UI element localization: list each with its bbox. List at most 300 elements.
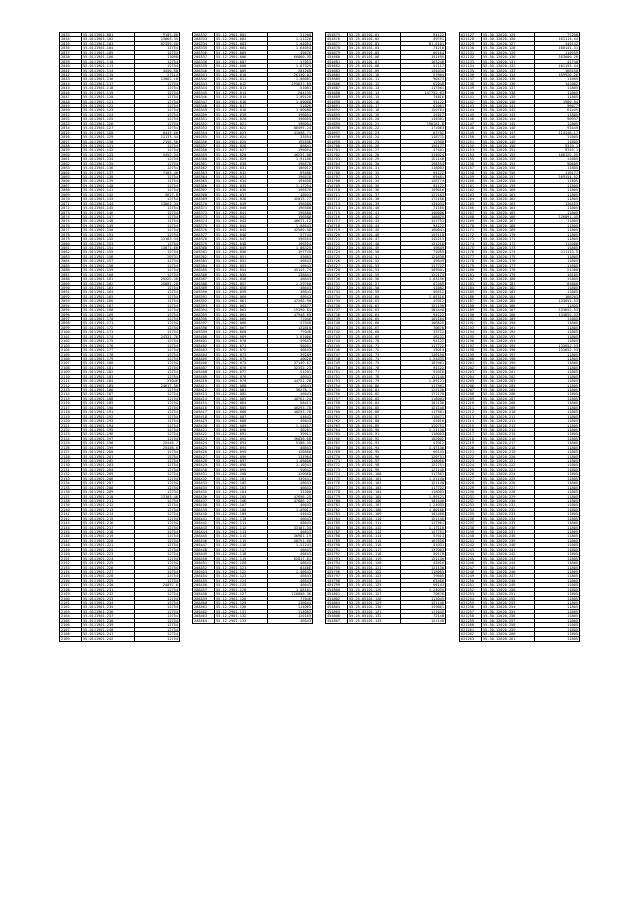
amount-cell: 116361	[431, 117, 444, 121]
code-cell: 55.25.05101.64	[348, 313, 401, 316]
code-cell: 55.25.05101.63	[348, 308, 401, 311]
code-cell: 55.25.05101.129	[348, 601, 401, 604]
amount-cell: 1.09126	[295, 95, 311, 99]
amount-cell: 12754	[167, 104, 178, 108]
code-cell: 55.12.2901.094	[215, 446, 268, 449]
code-cell: 55.0111901.147	[82, 215, 135, 218]
row-number-cell: 621180	[460, 268, 482, 271]
row-number-cell: 454717	[326, 219, 348, 222]
row-number-cell: 2066	[60, 179, 82, 182]
code-cell: 55.30.12020.164	[482, 206, 535, 209]
amount-cell: 1.09011	[295, 507, 311, 512]
row-number-cell: 2077	[60, 228, 82, 231]
amount-cell: 118003	[431, 569, 444, 574]
row-number-cell: 454760	[326, 410, 348, 413]
code-cell: 55.25.05101.67	[348, 326, 401, 329]
row-number-cell: 621187	[460, 299, 482, 302]
code-cell: 55.30.12020.168	[482, 224, 535, 227]
code-cell: 55.30.12020.252	[482, 597, 535, 600]
code-cell: 55.12.2901.106	[215, 499, 268, 502]
code-cell: 55.30.12020.219	[482, 450, 535, 453]
row-number-cell: 208368	[193, 193, 215, 196]
row-number-cell: 2079	[60, 237, 82, 240]
code-cell: 55.12.2901.028	[215, 153, 268, 156]
amount-cell: 117561	[431, 383, 444, 387]
amount-cell: 11805	[567, 565, 578, 569]
code-cell: 55.30.12020.214	[482, 428, 535, 431]
amount-cell: 133652.53	[558, 299, 578, 303]
code-cell: 55.30.12020.245	[482, 566, 535, 569]
row-number-cell: 208355	[193, 135, 215, 138]
amount-cell: 11805	[567, 561, 578, 565]
amount-cell: 11805	[567, 490, 578, 494]
code-cell: 55.30.12020.235	[482, 521, 535, 524]
amount-cell: 166203	[565, 294, 578, 299]
row-number-cell: 2120	[60, 419, 82, 422]
row-number-cell: 454793	[326, 557, 348, 560]
code-cell: 55.30.12020.166	[482, 215, 535, 218]
row-number-cell: 621181	[460, 273, 482, 276]
amount-cell: 50642	[300, 467, 311, 472]
row-number-cell: 454799	[326, 583, 348, 586]
row-number-cell: 208376	[193, 228, 215, 231]
code-cell: 55.25.05101.95	[348, 450, 401, 453]
amount-cell: 1.00080	[295, 108, 311, 112]
amount-cell: 12754	[167, 534, 178, 538]
code-cell: 55.0111901.175	[82, 339, 135, 342]
code-cell: 55.25.05101.99	[348, 468, 401, 471]
code-cell: 55.12.2901.063	[215, 308, 268, 311]
code-cell: 55.12.2901.033	[215, 175, 268, 178]
amount-cell: 12754	[167, 303, 178, 308]
row-number-cell: 454727	[326, 264, 348, 267]
row-number-cell: 208436	[193, 495, 215, 498]
amount-cell: 11805	[567, 556, 578, 561]
amount-cell: 11805	[567, 317, 578, 321]
amount-cell: 12754	[167, 112, 178, 117]
amount-cell: 110471	[431, 414, 444, 419]
code-cell: 55.12.2901.036	[215, 188, 268, 191]
amount-cell: 108825	[431, 214, 444, 219]
amount-cell: 116177	[565, 170, 578, 174]
amount-cell: 77046	[300, 330, 311, 334]
amount-cell: 12754	[167, 86, 178, 90]
amount-cell: 61061	[433, 104, 444, 108]
row-number-cell: 208411	[193, 384, 215, 387]
row-number-cell: 621138	[460, 82, 482, 85]
row-number-cell: 621153	[460, 148, 482, 151]
code-cell: 55.30.12020.215	[482, 432, 535, 435]
amount-cell: 1.06001	[295, 77, 311, 81]
row-number-cell: 454757	[326, 397, 348, 400]
amount-cell: 11133.44	[160, 135, 178, 139]
row-number-cell: 454807	[326, 619, 348, 623]
row-number-cell: 2044	[60, 82, 82, 85]
code-cell: 55.30.12020.237	[482, 530, 535, 533]
amount-cell: 36278.1	[295, 388, 311, 392]
code-cell: 55.12.2901.102	[215, 481, 268, 484]
row-number-cell: 621216	[460, 428, 482, 431]
code-cell: 55.12.2901.072	[215, 348, 268, 351]
amount-cell: 121140	[431, 481, 444, 485]
amount-cell: 121140	[431, 374, 444, 379]
amount-cell: 11805	[567, 503, 578, 507]
row-number-cell: 621142	[460, 100, 482, 103]
row-number-cell: 208445	[193, 534, 215, 537]
row-number-cell: 2037	[60, 51, 82, 54]
row-number-cell: 208426	[193, 450, 215, 453]
amount-cell: 71663	[433, 250, 444, 254]
code-cell: 55.25.05101.133	[348, 619, 401, 623]
code-cell: 55.0111901.162	[82, 282, 135, 285]
row-number-cell: 208362	[193, 166, 215, 169]
row-number-cell: 621257	[460, 610, 482, 613]
amount-cell: 126774	[431, 179, 444, 183]
amount-cell: 51026	[300, 104, 311, 108]
code-cell: 55.25.05101.17	[348, 104, 401, 107]
row-number-cell: 621208	[460, 392, 482, 395]
row-number-cell: 208371	[193, 206, 215, 209]
row-number-cell: 2130	[60, 463, 82, 466]
code-cell: 55.25.05101.78	[348, 375, 401, 378]
amount-cell: 46643	[300, 485, 311, 490]
amount-cell: 11805	[567, 521, 578, 525]
amount-cell: 12754	[167, 405, 178, 410]
code-cell: 55.12.2901.116	[215, 543, 268, 546]
code-cell: 55.30.12020.184	[482, 295, 535, 298]
code-cell: 55.30.12020.199	[482, 361, 535, 364]
code-cell: 55.30.12020.249	[482, 583, 535, 586]
code-cell: 55.30.12020.216	[482, 437, 535, 440]
amount-cell: 169920.26	[558, 72, 578, 77]
row-number-cell: 621214	[460, 419, 482, 422]
amount-cell: 11805	[567, 525, 578, 529]
code-cell: 55.30.12020.241	[482, 548, 535, 551]
amount-cell: 11805	[567, 90, 578, 95]
amount-cell: 46643	[300, 259, 311, 263]
code-cell: 55.30.12020.231	[482, 503, 535, 506]
row-number-cell: 208415	[193, 401, 215, 404]
amount-cell: 12754	[167, 578, 178, 583]
code-cell: 55.0111901.229	[82, 579, 135, 582]
amount-cell: 45663	[300, 254, 311, 259]
amount-cell: 25446.6	[162, 445, 178, 450]
amount-cell: 46231.88	[293, 152, 311, 157]
row-number-cell: 208342	[193, 77, 215, 80]
code-cell: 55.12.2901.084	[215, 401, 268, 404]
row-number-cell: 208382	[193, 255, 215, 258]
code-cell: 55.0111901.174	[82, 335, 135, 338]
row-number-cell: 208442	[193, 521, 215, 524]
table-row	[326, 619, 445, 623]
code-cell: 55.0111901.129	[82, 135, 135, 138]
code-cell: 55.30.12020.209	[482, 406, 535, 409]
row-number-cell: 208420	[193, 424, 215, 427]
row-number-cell: 2062	[60, 162, 82, 165]
code-cell: 55.30.12020.157	[482, 175, 535, 178]
row-number-cell: 208333	[193, 37, 215, 40]
amount-cell: 11805	[567, 259, 578, 263]
row-number-cell: 2137	[60, 495, 82, 498]
amount-cell: 45143.74	[293, 268, 311, 272]
code-cell: 55.25.05101.124	[348, 579, 401, 582]
code-cell: 55.0111901.163	[82, 286, 135, 289]
code-cell: 55.30.12020.210	[482, 410, 535, 413]
code-cell: 55.25.05101.113	[348, 530, 401, 533]
row-number-cell: 208388	[193, 282, 215, 285]
row-number-cell: 2128	[60, 455, 82, 458]
amount-cell: 62359.56	[160, 41, 178, 46]
code-cell: 55.25.05101.68	[348, 330, 401, 333]
code-cell: 55.30.12020.254	[482, 605, 535, 608]
code-cell: 55.0111901.176	[82, 344, 135, 347]
amount-cell: 11805	[567, 396, 578, 401]
amount-cell: 72148	[433, 614, 444, 618]
row-number-cell: 454682	[326, 64, 348, 67]
code-cell: 55.25.05101.34	[348, 179, 401, 182]
row-number-cell: 2165	[60, 619, 82, 622]
code-cell: 55.12.2901.038	[215, 197, 268, 200]
code-cell: 55.30.12020.227	[482, 486, 535, 489]
code-cell: 55.25.05101.23	[348, 131, 401, 134]
amount-cell: 11805	[567, 219, 578, 223]
row-number-cell: 2093	[60, 299, 82, 302]
code-cell: 55.12.2901.048	[215, 242, 268, 245]
amount-cell: 94122	[433, 223, 444, 228]
row-number-cell: 454706	[326, 171, 348, 174]
amount-cell: 12754	[167, 241, 178, 245]
amount-cell: 11805	[567, 237, 578, 241]
row-number-cell: 454729	[326, 273, 348, 276]
amount-cell: 12754	[167, 250, 178, 254]
code-cell: 55.25.05101.66	[348, 321, 401, 324]
code-cell: 55.0111901.124	[82, 113, 135, 116]
code-cell: 55.25.05101.84	[348, 401, 401, 404]
code-cell: 55.30.12020.133	[482, 69, 535, 72]
amount-cell: 121163	[431, 192, 444, 197]
row-number-cell: 454802	[326, 597, 348, 600]
code-cell: 55.12.2901.041	[215, 211, 268, 214]
row-number-cell: 2117	[60, 406, 82, 409]
amount-cell: 11805	[567, 339, 578, 343]
code-cell: 55.12.2901.005	[215, 51, 268, 54]
code-cell: 55.0111901.242	[82, 637, 135, 641]
amount-cell: 121140	[431, 405, 444, 410]
code-cell: 55.0111901.105	[82, 51, 135, 54]
amount-cell: 77046	[300, 317, 311, 321]
code-cell: 55.0111901.234	[82, 601, 135, 604]
row-number-cell: 621147	[460, 122, 482, 125]
code-cell: 55.25.05101.125	[348, 583, 401, 586]
amount-cell: 127751	[431, 530, 444, 534]
amount-cell: 12754	[167, 259, 178, 263]
amount-cell: 41740	[567, 59, 578, 64]
code-cell: 55.12.2901.115	[215, 539, 268, 542]
code-cell: 55.12.2901.061	[215, 299, 268, 302]
row-number-cell: 2106	[60, 357, 82, 360]
row-number-cell: 621169	[460, 219, 482, 222]
amount-cell: 146006	[431, 210, 444, 214]
amount-cell: 1.00008	[295, 99, 311, 103]
row-number-cell: 2100	[60, 330, 82, 333]
row-number-cell: 621231	[460, 495, 482, 498]
row-number-cell: 621196	[460, 339, 482, 342]
amount-cell: 12754	[167, 321, 178, 325]
row-number-cell: 621252	[460, 588, 482, 591]
amount-cell: 12754	[167, 414, 178, 419]
row-number-cell: 208349	[193, 108, 215, 111]
code-cell: 55.25.05101.10	[348, 73, 401, 76]
amount-cell: 160141.31	[558, 46, 578, 50]
row-number-cell: 2132	[60, 472, 82, 475]
amount-cell: 12754	[167, 556, 178, 561]
amount-cell: 114065	[298, 605, 311, 609]
amount-cell: 11805	[567, 632, 578, 636]
code-cell: 55.30.12020.140	[482, 100, 535, 103]
amount-cell: 12754	[167, 618, 178, 623]
code-cell: 55.30.12020.146	[482, 126, 535, 129]
row-number-cell: 621251	[460, 583, 482, 586]
amount-cell: 12754	[167, 148, 178, 152]
row-number-cell: 2110	[60, 375, 82, 378]
amount-cell: 12754	[167, 99, 178, 103]
code-cell: 55.25.05101.88	[348, 419, 401, 422]
amount-cell: 12754	[167, 330, 178, 334]
amount-cell: 96677	[567, 104, 578, 108]
row-number-cell: 2071	[60, 202, 82, 205]
amount-cell: 46643	[300, 290, 311, 294]
row-number-cell: 208377	[193, 233, 215, 236]
row-number-cell: 2149	[60, 548, 82, 551]
amount-cell: 11805	[567, 410, 578, 414]
code-cell: 55.0111901.157	[82, 259, 135, 262]
amount-cell: 134034	[431, 201, 444, 206]
amount-cell: 41017	[433, 112, 444, 117]
amount-cell: 12754	[167, 263, 178, 268]
row-number-cell: 2116	[60, 401, 82, 404]
amount-cell: 121130	[431, 565, 444, 569]
row-number-cell: 621209	[460, 397, 482, 400]
code-cell: 55.0111901.196	[82, 432, 135, 435]
amount-cell: 46643	[300, 561, 311, 565]
code-cell: 55.25.05101.51	[348, 255, 401, 258]
amount-cell: 197745	[298, 250, 311, 254]
amount-cell: 12754	[167, 463, 178, 467]
row-number-cell: 454689	[326, 95, 348, 98]
code-cell: 55.25.05101.97	[348, 459, 401, 462]
code-cell: 55.0111901.145	[82, 206, 135, 209]
code-cell: 55.0111901.149	[82, 224, 135, 227]
row-number-cell: 621140	[460, 91, 482, 94]
row-number-cell: 208418	[193, 415, 215, 418]
code-cell: 55.0111901.123	[82, 108, 135, 111]
amount-cell: 107661	[431, 361, 444, 365]
code-cell: 55.30.12020.134	[482, 73, 535, 76]
amount-cell: 133652.53	[558, 312, 578, 316]
amount-cell: 12754	[167, 268, 178, 272]
row-number-cell: 454779	[326, 495, 348, 498]
code-cell: 55.25.05101.39	[348, 202, 401, 205]
amount-cell: 96051	[300, 343, 311, 348]
code-cell: 55.12.2901.093	[215, 441, 268, 444]
amount-cell: 63466	[433, 578, 444, 583]
row-number-cell: 621212	[460, 410, 482, 413]
amount-cell: 41082	[433, 285, 444, 290]
row-number-cell: 621184	[460, 286, 482, 289]
row-number-cell: 621261	[460, 628, 482, 631]
row-number-cell: 208389	[193, 286, 215, 289]
amount-cell: 12754	[167, 348, 178, 352]
row-number-cell: 454803	[326, 601, 348, 604]
code-cell: 55.30.12020.151	[482, 148, 535, 151]
code-cell: 55.30.12020.240	[482, 543, 535, 546]
code-cell: 55.30.12020.204	[482, 384, 535, 387]
row-number-cell: 208384	[193, 264, 215, 267]
code-cell: 55.0111901.139	[82, 179, 135, 182]
code-cell: 55.12.2901.081	[215, 388, 268, 391]
amount-cell: 94122	[433, 170, 444, 174]
code-cell: 55.25.05101.59	[348, 290, 401, 293]
amount-cell: 12754	[167, 299, 178, 303]
row-number-cell: 208367	[193, 188, 215, 191]
row-number-cell: 454686	[326, 82, 348, 85]
amount-cell: 1.21226	[295, 37, 311, 41]
amount-cell: 11805	[567, 476, 578, 481]
row-number-cell: 454790	[326, 543, 348, 546]
code-cell: 55.25.05101.13	[348, 86, 401, 89]
row-number-cell: 621143	[460, 104, 482, 107]
amount-cell: 136044	[298, 601, 311, 605]
amount-cell: 12754	[167, 166, 178, 170]
amount-cell: 131216	[431, 241, 444, 245]
code-cell: 55.0111901.221	[82, 543, 135, 546]
amount-cell: 46643	[300, 419, 311, 423]
code-cell: 55.0111901.143	[82, 197, 135, 200]
row-number-cell: 454792	[326, 552, 348, 555]
amount-cell: 77200	[567, 33, 578, 37]
row-number-cell: 454771	[326, 459, 348, 462]
amount-cell: 94122	[433, 183, 444, 188]
code-cell: 55.30.12020.169	[482, 228, 535, 231]
amount-cell: 61445	[567, 108, 578, 112]
row-number-cell: 454722	[326, 242, 348, 245]
row-number-cell: 2057	[60, 140, 82, 143]
row-number-cell: 454753	[326, 379, 348, 382]
row-number-cell: 2134	[60, 481, 82, 484]
amount-cell: 96143	[433, 583, 444, 587]
row-number-cell: 454755	[326, 388, 348, 391]
code-cell: 55.30.12020.222	[482, 463, 535, 466]
amount-cell: 47401	[433, 148, 444, 152]
row-number-cell: 208443	[193, 526, 215, 529]
code-cell: 55.0111901.152	[82, 237, 135, 240]
amount-cell: 12754	[167, 459, 178, 463]
amount-cell: 46643	[300, 552, 311, 556]
row-number-cell: 454701	[326, 148, 348, 151]
code-cell: 55.12.2901.058	[215, 286, 268, 289]
row-number-cell: 208350	[193, 113, 215, 116]
code-cell: 55.25.05101.108	[348, 508, 401, 511]
row-number-cell: 208357	[193, 144, 215, 147]
amount-cell: 94122	[433, 33, 444, 37]
amount-cell: 1.47130	[428, 445, 444, 450]
code-cell: 55.0111901.146	[82, 211, 135, 214]
amount-cell: 121630	[431, 254, 444, 259]
row-number-cell: 208412	[193, 388, 215, 391]
row-number-cell: 2061	[60, 157, 82, 160]
code-cell: 55.25.05101.62	[348, 304, 401, 307]
row-number-cell: 2069	[60, 193, 82, 196]
